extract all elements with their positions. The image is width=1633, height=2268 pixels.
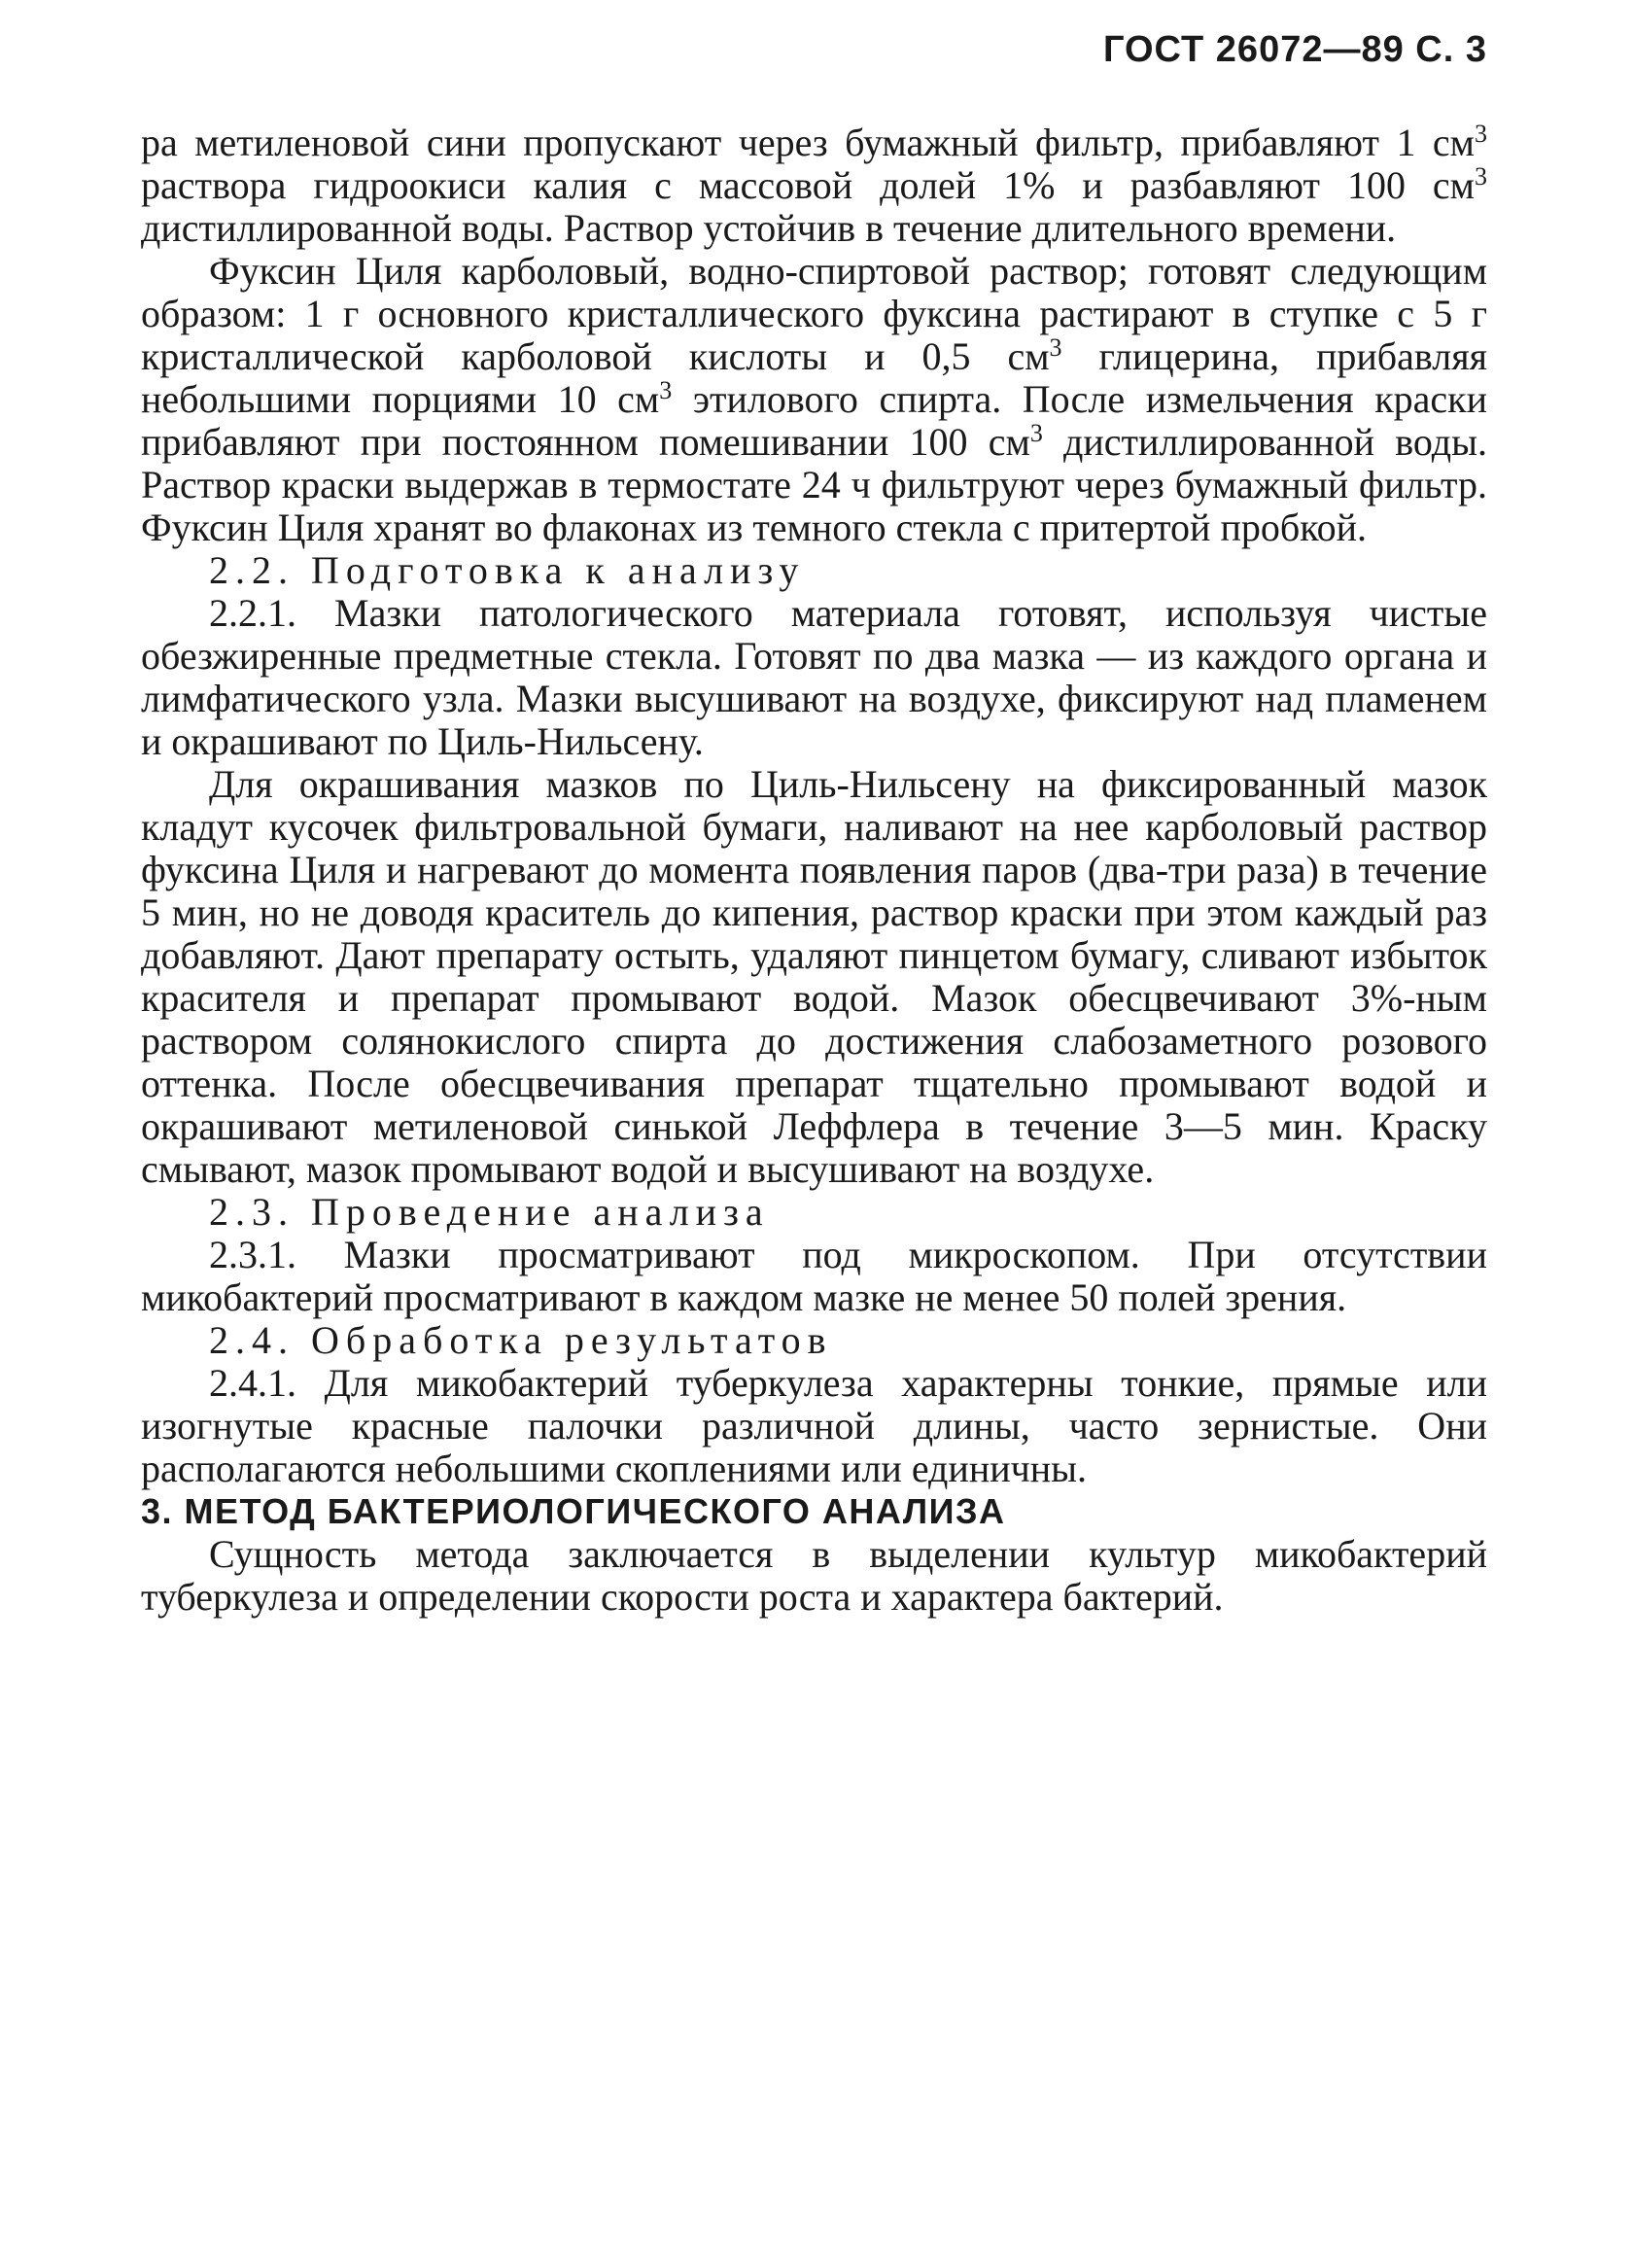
- subsection-title-2-2: 2.2. Подготовка к анализу: [209, 548, 806, 592]
- running-header: ГОСТ 26072—89 С. 3: [1102, 29, 1487, 70]
- paragraph-2-3-1: 2.3.1. Мазки просматривают под микроскопом. При отсутствии микобактерий просматривают в каждом мазке не менее 50 полей зрения.: [141, 1233, 1487, 1319]
- paragraph-fuchsin: Фуксин Циля карболовый, водно-спиртовой раствор; готовят следующим образом: 1 г основного кристаллического фуксина растирают в ступке с 5 г кристаллической карболовой кислоты и 0,5 $см^3$ глицерина, прибавляя небольшими порциями 10 $см^3$ этилового спирта. После измельчения краски прибавляют при постоянном помешивании 100 $см^3$ дистиллированной воды. Раствор краски выдержав в термостате 24 ч фильтруют через бумажный фильтр. Фуксин Циля хранят во флаконах из темного стекла с притертой пробкой.: [141, 249, 1487, 549]
- section-heading-3: 3. МЕТОД БАКТЕРИОЛОГИЧЕСКОГО АНАЛИЗА: [141, 1491, 1006, 1531]
- paragraph-2-2-1: 2.2.1. Мазки патологического материала готовят, используя чистые обезжиренные предметные стекла. Готовят по два мазка — из каждого органа и лимфатического узла. Мазки высушивают на воздухе, фиксируют над пламенем и окрашивают по Циль-Нильсену.: [141, 591, 1487, 763]
- paragraph-ziehl-neelsen-staining: Для окрашивания мазков по Циль-Нильсену на фиксированный мазок кладут кусочек фильтровальной бумаги, наливают на нее карболовый раствор фуксина Циля и нагревают до момента появления паров (два-три раза) в течение 5 мин, но не доводя краситель до кипения, раствор краски при этом каждый раз добавляют. Дают препарату остыть, удаляют пинцетом бумагу, сливают избыток красителя и препарат промывают водой. Мазок обесцвечивают 3%-ным раствором солянокислого спирта до достижения слабозаметного розового оттенка. После обесцвечивания препарат тщательно промывают водой и окрашивают метиленовой синькой Леффлера в течение 3—5 мин. Краску смывают, мазок промывают водой и высушивают на воздухе.: [141, 762, 1487, 1191]
- paragraph-method-essence: Сущность метода заключается в выделении культур микобактерий туберкулеза и определении скорости роста и характера бактерий.: [141, 1532, 1487, 1619]
- paragraph-2-4-1: 2.4.1. Для микобактерий туберкулеза характерны тонкие, прямые или изогнутые красные палочки различной длины, часто зернистые. Они располагаются небольшими скоплениями или единичны.: [141, 1361, 1487, 1490]
- document-body: [141, 122, 1487, 1619]
- paragraph-methylene-blue: ра метиленовой сини пропускают через бумажный фильтр, прибавляют 1 $см^3$ раствора гидроокиси калия с массовой долей 1% и разбавляют 100 $см^3$ дистиллированной воды. Раствор устойчив в течение длительного времени.: [141, 120, 1487, 250]
- subsection-title-2-4: 2.4. Обработка результатов: [209, 1318, 833, 1362]
- subsection-title-2-3: 2.3. Проведение анализа: [209, 1190, 770, 1234]
